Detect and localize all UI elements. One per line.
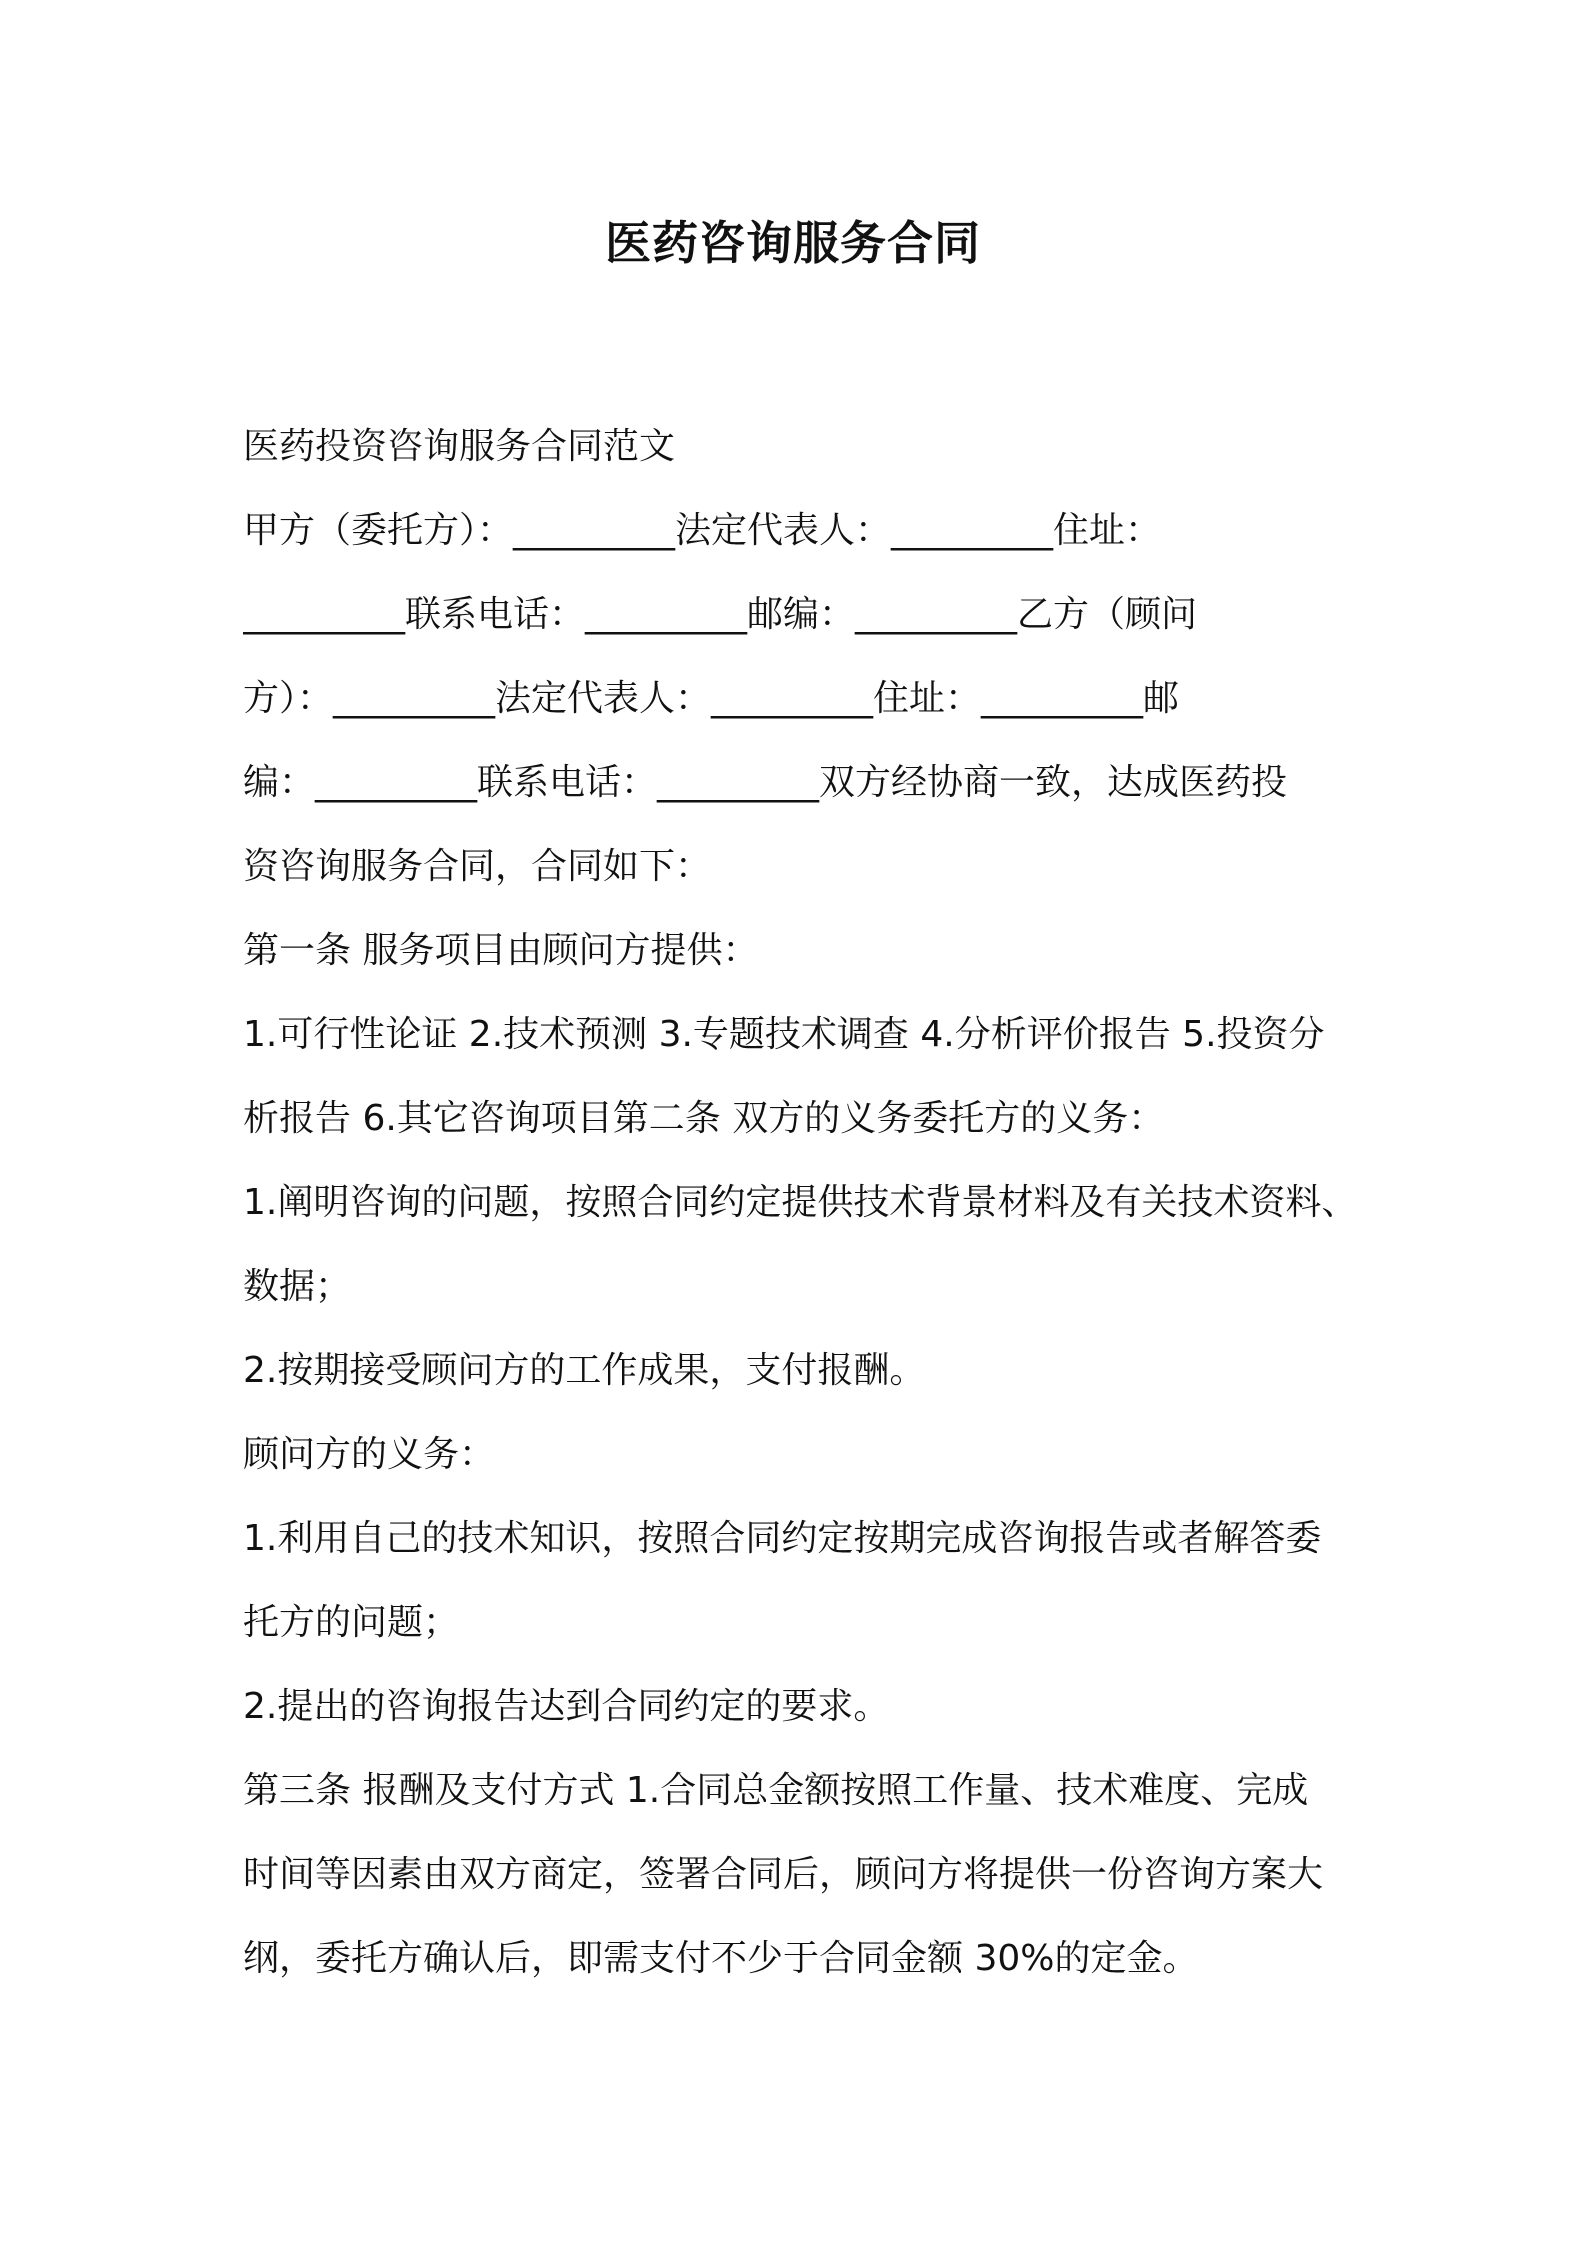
section-heading: 顾问方的义务： [243,1434,496,1475]
paragraph-line: 时间等因素由双方商定，签署合同后，顾问方将提供一份咨询方案大 [243,1854,1324,1895]
paragraph-line: 纲，委托方确认后，即需支付不少于合同金额 30%的定金。 [243,1938,1199,1979]
paragraph-line: 甲方（委托方）：_________法定代表人：_________住址： [243,510,1162,551]
paragraph-line: 数据； [243,1266,352,1307]
paragraph-line: 编：_________联系电话：_________双方经协商一致，达成医药投 [243,762,1288,803]
subtitle-line: 医药投资咨询服务合同范文 [243,426,676,467]
article-heading: 第一条 服务项目由顾问方提供： [243,930,759,971]
paragraph-line: 托方的问题； [243,1602,460,1643]
paragraph-line: 2.按期接受顾问方的工作成果，支付报酬。 [243,1350,926,1391]
paragraph-line: 析报告 6.其它咨询项目第二条 双方的义务委托方的义务： [243,1098,1165,1139]
article-heading: 第三条 报酬及支付方式 1.合同总金额按照工作量、技术难度、完成 [243,1770,1309,1811]
paragraph-line: _________联系电话：_________邮编：_________乙方（顾问 [243,594,1198,635]
paragraph-line: 2.提出的咨询报告达到合同约定的要求。 [243,1686,890,1727]
paragraph-line: 1.阐明咨询的问题，按照合同约定提供技术背景材料及有关技术资料、 [243,1182,1358,1223]
paragraph-line: 方）：_________法定代表人：_________住址：_________邮 [243,678,1180,719]
paragraph-line: 1.可行性论证 2.技术预测 3.专题技术调查 4.分析评价报告 5.投资分 [243,1014,1325,1055]
document-body [243,405,1378,2001]
paragraph-line: 资咨询服务合同，合同如下： [243,846,712,887]
paragraph-line: 1.利用自己的技术知识，按照合同约定按期完成咨询报告或者解答委 [243,1518,1322,1559]
document-title: 医药咨询服务合同 [605,216,981,270]
